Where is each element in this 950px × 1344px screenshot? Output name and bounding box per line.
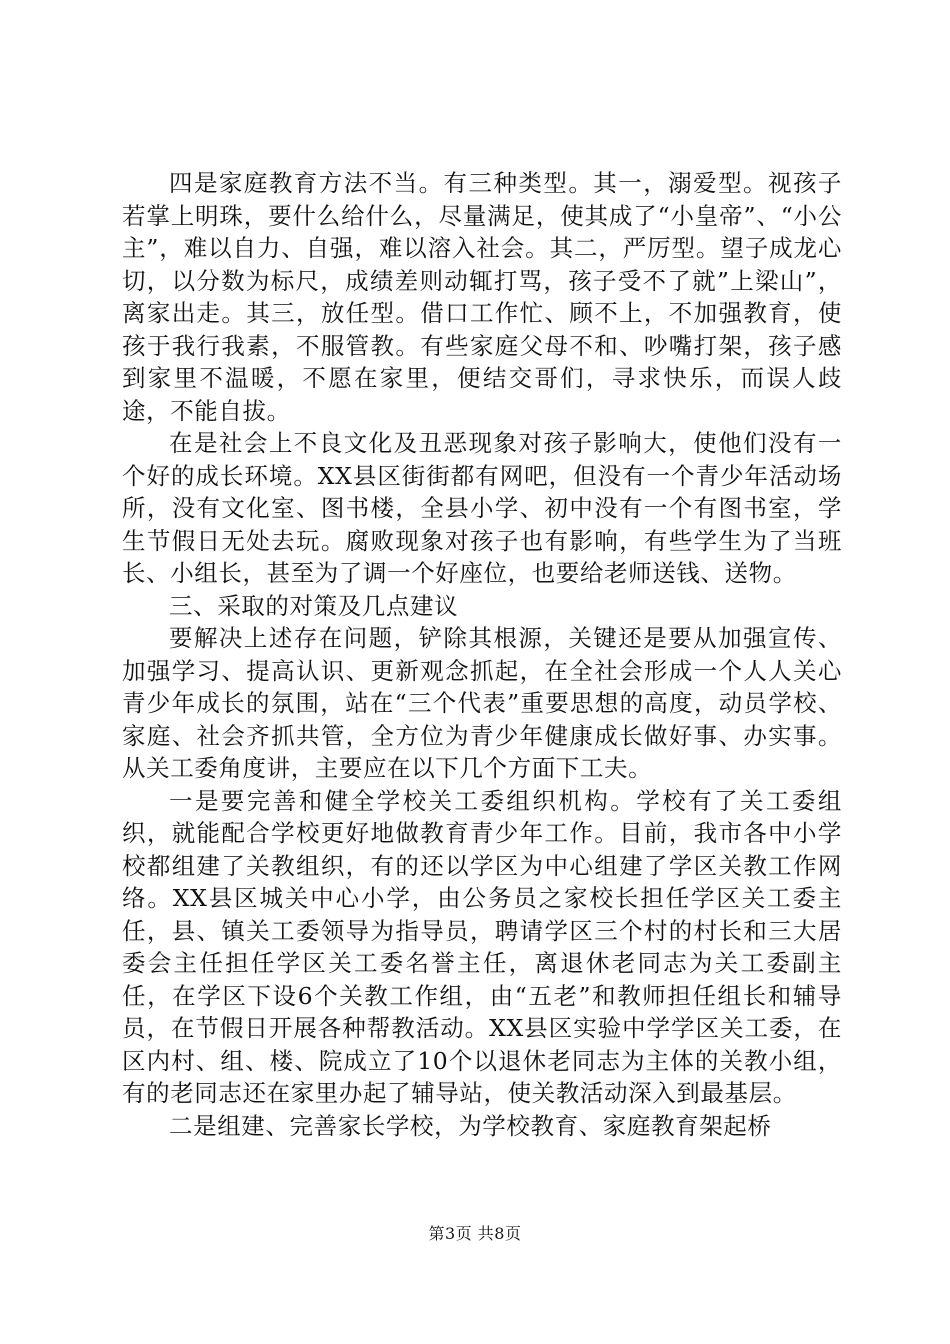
paragraph-parent-school: 二是组建、完善家长学校，为学校教育、家庭教育架起桥 (169, 1111, 772, 1140)
paragraph-family-education: 四是家庭教育方法不当。有三种类型。其一，溺爱型。视孩子若掌上明珠，要什么给什么，尽量满足，使其成了“小皇帝”、“小公主”，难以自力、自强，难以溶入社会。其二，严厉型。望子成龙心切，以分数为标尺，成绩差则动辄打骂，孩子受不了就”上梁山”，离家出走。其三，放任型。借口工作忙、顾不上，不加强教育，使孩于我行我素，不服管教。有些家庭父母不和、吵嘴打架，孩子感到家里不温暖，不愿在家里，便结交哥们，寻求快乐，而误人歧途，不能自拔。 (122, 169, 842, 425)
page-number: 第3页 共8页 (428, 1224, 522, 1243)
paragraph-solution: 要解决上述存在问题，铲除其根源，关键还是要从加强宣传、加强学习、提高认识、更新观念抓起，在全社会形成一个人人关心青少年成长的氛围，站在“三个代表”重要思想的高度，动员学校、家庭、社会齐抓共管，全方位为青少年健康成长做好事、办实事。从关工委角度讲，主要应在以下几个方面下工夫。 (122, 624, 842, 782)
section-heading: 三、采取的对策及几点建议 (169, 591, 459, 620)
document-body (122, 167, 842, 1142)
paragraph-social-culture: 在是社会上不良文化及丑恶现象对孩子影响大，使他们没有一个好的成长环境。XX县区街街都有网吧，但没有一个青少年活动场所，没有文化室、图书楼，全县小学、初中没有一个有图书室，学生节假日无处去玩。腐败现象对孩子也有影响，有些学生为了当班长、小组长，甚至为了调一个好座位，也要给老师送钱、送物。 (122, 429, 842, 587)
paragraph-school-committee: 一是要完善和健全学校关工委组织机构。学校有了关工委组织，就能配合学校更好地做教育青少年工作。目前，我市各中小学校都组建了关教组织，有的还以学区为中心组建了学区关教工作网络。XX县区城关中心小学，由公务员之家校长担任学区关工委主任，县、镇关工委领导为指导员，聘请学区三个村的村长和三大居委会主任担任学区关工委名誉主任，离退休老同志为关工委副主任，在学区下设6个关教工作组，由“五老”和教师担任组长和辅导员，在节假日开展各种帮教活动。XX县区实验中学学区关工委，在区内村、组、楼、院成立了10个以退休老同志为主体的关教小组，有的老同志还在家里办起了辅导站，使关教活动深入到最基层。 (122, 786, 842, 1107)
